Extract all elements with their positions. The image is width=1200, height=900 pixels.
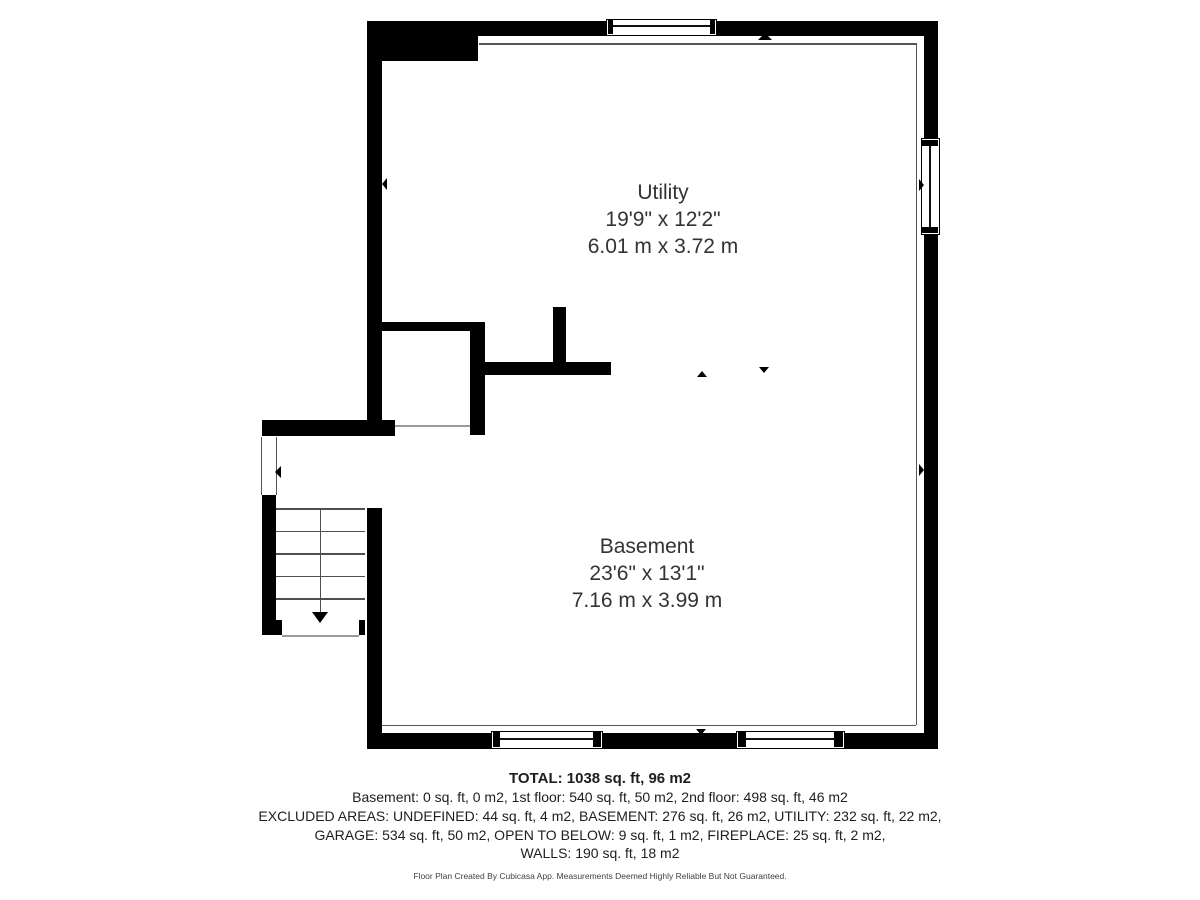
window-top — [606, 19, 717, 36]
summary-total-line: TOTAL: 1038 sq. ft, 96 m2 — [509, 770, 691, 787]
window-jamb — [834, 732, 843, 747]
room-size-metric: 7.16 m x 3.99 m — [571, 589, 723, 612]
room-label-basement — [497, 533, 797, 614]
staircase — [276, 508, 365, 635]
window-jamb — [593, 732, 601, 747]
window-jamb — [608, 20, 613, 34]
window-glass-line — [500, 738, 594, 740]
wall-left-lower — [367, 508, 382, 749]
opening-stairs-bottom-line — [282, 635, 359, 637]
wall-right — [924, 21, 938, 749]
wall-bottom — [367, 733, 938, 749]
marker-right-icon — [919, 179, 924, 191]
interior-outline-top — [479, 43, 916, 45]
wall-divider — [485, 362, 611, 375]
window-jamb — [493, 732, 500, 747]
summary-excluded-line: GARAGE: 534 sq. ft, 50 m2, OPEN TO BELOW: 9 sq. ft, 1 m2, FIREPLACE: 25 sq. ft, 2 m2, — [314, 826, 886, 843]
wall-topleft-block — [367, 21, 478, 61]
room-size-imperial: 19'9" x 12'2" — [605, 208, 721, 231]
stairs-down-arrow-icon — [312, 612, 328, 623]
wall-left-upper — [367, 21, 382, 436]
room-size-imperial: 23'6" x 13'1" — [589, 562, 705, 585]
stair-direction-line — [320, 508, 322, 612]
marker-right-icon — [919, 464, 924, 476]
window-bottom-left — [491, 731, 603, 749]
window-jamb — [710, 20, 715, 34]
opening-closet-line — [395, 425, 470, 427]
window-jamb — [922, 227, 938, 233]
window-glass-line — [746, 738, 835, 740]
room-name: Basement — [599, 535, 695, 558]
window-jamb — [738, 732, 746, 747]
room-label-utility — [513, 179, 813, 260]
interior-outline-bottom — [382, 725, 916, 727]
wall-stairwell-left — [262, 495, 276, 635]
marker-down-icon — [759, 367, 769, 373]
window-bottom-right — [736, 731, 845, 749]
window-glass-line — [613, 25, 710, 27]
footer-disclaimer: Floor Plan Created By Cubicasa App. Measurements Deemed Highly Reliable But Not Guaranteed. — [413, 871, 787, 881]
area-summary — [0, 769, 1200, 863]
interior-outline-right — [916, 43, 918, 725]
wall-closet-right — [470, 322, 485, 435]
summary-excluded-line: EXCLUDED AREAS: UNDEFINED: 44 sq. ft, 4 m2, BASEMENT: 276 sq. ft, 26 m2, UTILITY: 232 sq. ft, 22 m2, — [258, 807, 942, 824]
window-glass-line — [929, 146, 931, 227]
marker-down-icon — [696, 729, 706, 735]
room-name: Utility — [637, 181, 689, 204]
summary-excluded-line: WALLS: 190 sq. ft, 18 m2 — [520, 845, 680, 862]
summary-floors-line: Basement: 0 sq. ft, 0 m2, 1st floor: 540 sq. ft, 50 m2, 2nd floor: 498 sq. ft, 46 m2 — [352, 789, 848, 805]
marker-up-icon — [697, 371, 707, 377]
opening-landing-outer-line — [261, 437, 263, 495]
room-size-metric: 6.01 m x 3.72 m — [587, 235, 739, 258]
marker-left-icon — [275, 466, 281, 478]
wall-stairwell-top — [262, 420, 395, 436]
marker-left-icon — [382, 178, 387, 190]
wall-stub — [553, 307, 566, 375]
marker-up-icon — [758, 33, 772, 40]
